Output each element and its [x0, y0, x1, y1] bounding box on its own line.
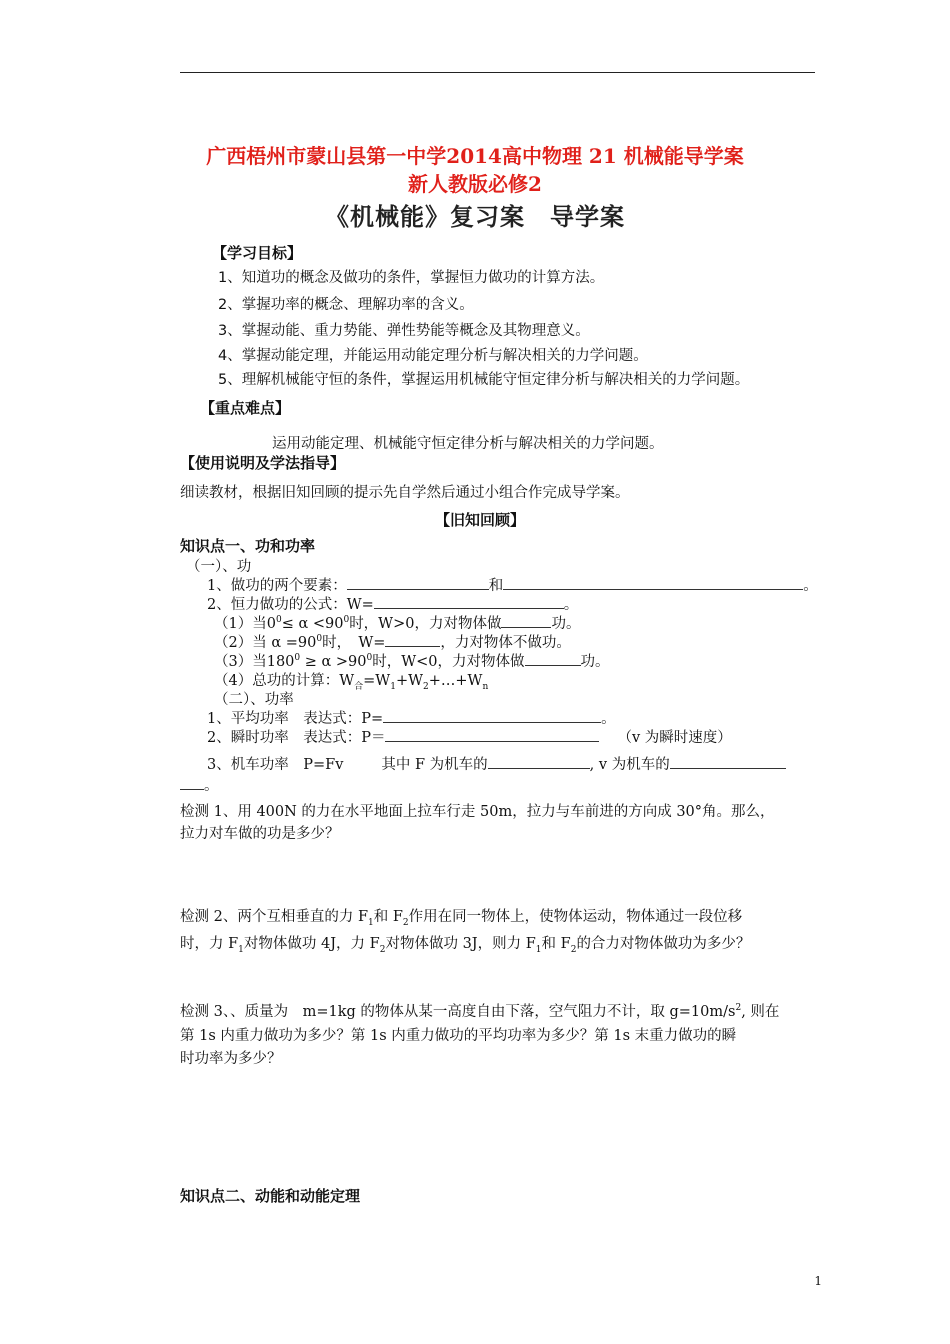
text: , 则在 [741, 1004, 780, 1020]
text: 时， W= [322, 635, 386, 651]
text: 检测 2、两个互相垂直的力 F [180, 909, 369, 925]
title-line-1: 广西梧州市蒙山县第一中学2014高中物理 21 机械能导学案 [206, 144, 744, 168]
title-line-2: 新人教版必修2 [408, 172, 542, 196]
subscript: 2 [423, 681, 429, 692]
subscript: 1 [368, 917, 374, 928]
subscript: 2 [402, 917, 409, 928]
key-points-heading: 【重点难点】 [200, 399, 291, 417]
objectives-heading: 【学习目标】 [212, 244, 303, 262]
text: 时，力 F [180, 936, 239, 952]
text: 。 [204, 778, 219, 794]
usage-text: 细读教材，根据旧知回顾的提示先自学然后通过小组合作完成导学案。 [180, 485, 630, 501]
text: +W [395, 673, 424, 689]
text: ，力对物体不做功。 [440, 635, 571, 651]
superscript: 0 [366, 653, 373, 664]
text: 和 F [373, 909, 403, 925]
kp1-heading: 知识点一、功和功率 [180, 537, 316, 555]
check-2-line1 [180, 905, 742, 928]
blank-field[interactable] [488, 754, 590, 769]
case-2 [214, 631, 571, 652]
text: 3、机车功率 P=Fv [207, 757, 344, 773]
text: 时，W>0，力对物体做 [349, 616, 502, 632]
objective-item: 3、掌握动能、重力势能、弹性势能等概念及其物理意义。 [218, 323, 590, 339]
check-3-line2: 第 1s 内重力做功为多少？第 1s 内重力做功的平均功率为多少？第 1s 末重力做功的瞬 [180, 1028, 737, 1044]
subscript: 合 [354, 681, 364, 692]
superscript: 0 [275, 615, 282, 626]
text: 功。 [551, 616, 581, 632]
kp2-heading: 知识点二、动能和动能定理 [180, 1187, 361, 1205]
check-1-line1: 检测 1、用 400N 的力在水平地面上拉车行走 50m，拉力与车前进的方向成 30°角。那么， [180, 804, 775, 820]
case-1 [214, 612, 580, 633]
kp1-sec1: （一）、功 [186, 559, 252, 575]
page-number: 1 [814, 1274, 822, 1288]
superscript: 0 [316, 634, 323, 645]
power-3 [207, 753, 786, 774]
power-2 [207, 726, 732, 747]
subscript: 2 [570, 944, 577, 955]
objective-item: 4、掌握动能定理，并能运用动能定理分析与解决相关的力学问题。 [218, 348, 648, 364]
text: 1、平均功率 表达式：P= [207, 711, 384, 727]
kp1-sec2: （二）、功率 [214, 692, 294, 708]
text: ≥ α >90 [300, 654, 367, 670]
text: +…+W [428, 673, 483, 689]
text: 检测 3、、质量为 m=1kg 的物体从某一高度自由下落，空气阻力不计，取 g=10m/s [180, 1004, 736, 1020]
review-heading: 【旧知回顾】 [434, 511, 525, 529]
text: 2、瞬时功率 表达式：P＝ [207, 730, 386, 746]
text: 。 [563, 597, 579, 613]
check-1-line2: 拉力对车做的功是多少？ [180, 826, 340, 842]
kp1-line2 [207, 593, 578, 614]
subscript: n [482, 681, 489, 692]
text: （2）当 α =90 [214, 635, 317, 651]
subscript: 1 [238, 944, 244, 955]
text: 时，W<0，力对物体做 [372, 654, 525, 670]
subtitle-text: 《机械能》复习案 导学案 [325, 203, 625, 231]
text: =W [363, 673, 391, 689]
check-3-line1 [180, 1000, 779, 1021]
text: 对物体做功 3J，则力 F [385, 936, 536, 952]
text: 。 [803, 578, 818, 594]
text: （v 为瞬时速度） [617, 730, 732, 746]
power-3-cont [180, 774, 219, 795]
text: （4）总功的计算：W [214, 673, 355, 689]
blank-field[interactable] [180, 775, 204, 790]
text: 1、做功的两个要素： [207, 578, 347, 594]
text: 和 F [541, 936, 571, 952]
text: 功。 [580, 654, 610, 670]
text: 对物体做功 4J，力 F [243, 936, 380, 952]
check-3-line3: 时功率为多少？ [180, 1051, 282, 1067]
kp1-line1 [207, 574, 818, 595]
superscript: 0 [343, 615, 350, 626]
blank-field[interactable] [501, 613, 551, 628]
superscript: 0 [294, 653, 301, 664]
blank-field[interactable] [374, 594, 564, 609]
blank-field[interactable] [347, 575, 489, 590]
text: 和 [488, 578, 504, 594]
header-rule [180, 72, 815, 73]
check-2-line2 [180, 932, 750, 955]
text: 。 [601, 711, 616, 727]
text: 作用在同一物体上，使物体运动，物体通过一段位移 [408, 909, 743, 925]
subscript: 1 [390, 681, 396, 692]
objective-item: 5、理解机械能守恒的条件，掌握运用机械能守恒定律分析与解决相关的力学问题。 [218, 372, 750, 388]
power-1 [207, 707, 616, 728]
blank-field[interactable] [383, 708, 601, 723]
text: （1）当0 [214, 616, 276, 632]
text: （3）当180 [214, 654, 295, 670]
blank-field[interactable] [385, 632, 440, 647]
text: ≤ α <90 [281, 616, 344, 632]
usage-heading: 【使用说明及学法指导】 [180, 454, 346, 472]
blank-field[interactable] [670, 754, 786, 769]
subscript: 2 [379, 944, 386, 955]
blank-field[interactable] [385, 727, 599, 742]
subtitle [0, 197, 950, 232]
blank-field[interactable] [525, 651, 581, 666]
case-3 [214, 650, 610, 671]
key-points-text: 运用动能定理、机械能守恒定律分析与解决相关的力学问题。 [272, 436, 664, 452]
subscript: 1 [535, 944, 542, 955]
text: , v 为机车的 [589, 757, 670, 773]
text: 其中 F 为机车的 [381, 757, 488, 773]
superscript: 2 [735, 1003, 742, 1014]
text: 2、恒力做功的公式：W= [207, 597, 374, 613]
objective-item: 1、知道功的概念及做功的条件，掌握恒力做功的计算方法。 [218, 270, 605, 286]
text: 的合力对物体做功为多少？ [576, 936, 751, 952]
objective-item: 2、掌握功率的概念、理解功率的含义。 [218, 297, 474, 313]
blank-field[interactable] [503, 575, 803, 590]
